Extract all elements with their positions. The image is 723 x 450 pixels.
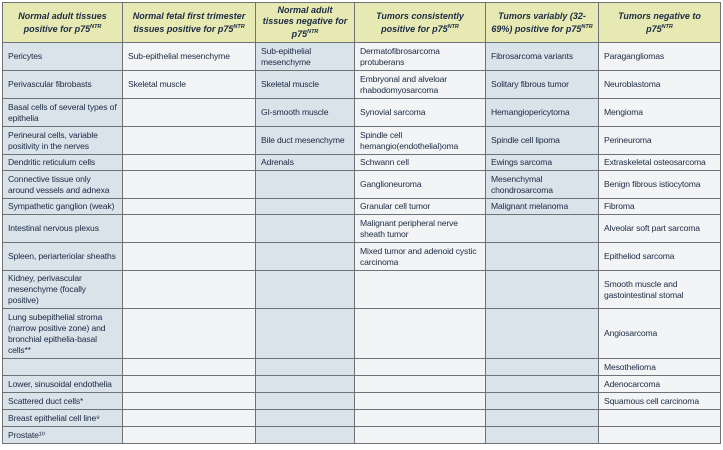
cell-tumors-variably-positive: Solitary fibrous tumor [486,71,599,99]
cell-tumors-negative: Smooth muscle and gastointestinal stomal [599,271,721,309]
header-superscript: NTR [581,23,593,30]
table-row [3,215,721,243]
cell-tumors-consistently-positive [355,427,486,444]
cell-normal-fetal-positive [123,271,256,309]
cell-normal-adult-negative [256,427,355,444]
cell-tumors-consistently-positive: Ganglioneuroma [355,171,486,199]
table-row [3,155,721,171]
cell-tumors-variably-positive [486,393,599,410]
cell-normal-fetal-positive [123,215,256,243]
cell-normal-adult-positive: Breast epithelial cell line⁹ [3,410,123,427]
cell-tumors-consistently-positive: Embryonal and alveloar rhabodomyosarcoma [355,71,486,99]
header-superscript: NTR [307,29,319,35]
cell-normal-adult-positive: Pericytes [3,43,123,71]
cell-normal-fetal-positive [123,171,256,199]
cell-normal-fetal-positive [123,155,256,171]
table-row [3,99,721,127]
table-row [3,410,721,427]
cell-normal-adult-positive: Lung subepithelial stroma (narrow positive zone) and bronchial epithelia-basal cells** [3,309,123,359]
table-row [3,271,721,309]
cell-tumors-negative: Paragangliomas [599,43,721,71]
column-header-tumors-consistently-positive [355,3,486,43]
table-row [3,199,721,215]
cell-tumors-consistently-positive: Schwann cell [355,155,486,171]
cell-tumors-negative: Squamous cell carcinoma [599,393,721,410]
cell-tumors-consistently-positive: Synovial sarcoma [355,99,486,127]
cell-tumors-negative: Epitheliod sarcoma [599,243,721,271]
cell-normal-adult-positive: Intestinal nervous plexus [3,215,123,243]
cell-tumors-variably-positive [486,243,599,271]
cell-tumors-negative: Perineuroma [599,127,721,155]
cell-normal-fetal-positive: Skeletal muscle [123,71,256,99]
header-text: Normal adult tissues positive for p75 [18,10,107,34]
column-header-tumors-variably-positive [486,3,599,43]
cell-normal-adult-negative [256,393,355,410]
cell-normal-adult-positive: Scattered duct cells* [3,393,123,410]
column-header-normal-fetal-positive [123,3,256,43]
table-row [3,71,721,99]
cell-normal-adult-positive: Basal cells of several types of epithelia [3,99,123,127]
cell-normal-adult-negative: GI-smooth muscle [256,99,355,127]
cell-tumors-variably-positive [486,359,599,376]
column-header-normal-adult-positive [3,3,123,43]
cell-tumors-negative: Mengioma [599,99,721,127]
cell-normal-fetal-positive [123,127,256,155]
cell-normal-adult-positive: Sympathetic ganglion (weak) [3,199,123,215]
cell-normal-adult-negative [256,309,355,359]
cell-normal-adult-positive: Connective tissue only around vessels and adnexa [3,171,123,199]
cell-tumors-negative: Fibroma [599,199,721,215]
cell-normal-adult-positive [3,359,123,376]
header-superscript: NTR [447,23,459,30]
cell-tumors-variably-positive: Spindle cell lipoma [486,127,599,155]
cell-normal-adult-negative: Bile duct mesenchyme [256,127,355,155]
cell-tumors-consistently-positive: Dermatofibrosarcoma protuberans [355,43,486,71]
cell-normal-fetal-positive [123,376,256,393]
header-text: Tumors variably (32-69%) positive for p75 [491,10,586,34]
cell-tumors-variably-positive [486,271,599,309]
cell-tumors-variably-positive: Malignant melanoma [486,199,599,215]
cell-tumors-consistently-positive [355,359,486,376]
header-text: Normal adult tissues negative for p75 [262,5,348,39]
table-row [3,359,721,376]
header-row [3,3,721,43]
cell-normal-fetal-positive: Sub-epithelial mesenchyme [123,43,256,71]
cell-normal-fetal-positive [123,243,256,271]
cell-normal-adult-negative [256,243,355,271]
cell-normal-adult-negative [256,271,355,309]
cell-normal-adult-negative [256,215,355,243]
cell-tumors-variably-positive: Mesenchymal chondrosarcoma [486,171,599,199]
column-header-tumors-negative [599,3,721,43]
table-header [3,3,721,43]
cell-normal-fetal-positive [123,199,256,215]
cell-tumors-variably-positive: Ewings sarcoma [486,155,599,171]
cell-normal-adult-positive: Spleen, periarteriolar sheaths [3,243,123,271]
header-text: Tumors negative to p75 [618,10,701,34]
cell-tumors-negative: Adenocarcoma [599,376,721,393]
cell-normal-fetal-positive [123,393,256,410]
cell-tumors-consistently-positive: Mixed tumor and adenoid cystic carcinoma [355,243,486,271]
cell-normal-adult-negative: Sub-epithelial mesenchyme [256,43,355,71]
table-row [3,427,721,444]
cell-tumors-variably-positive [486,376,599,393]
table-row [3,393,721,410]
cell-normal-adult-negative [256,359,355,376]
header-superscript: NTR [661,23,673,30]
cell-tumors-negative: Extraskeletal osteosarcoma [599,155,721,171]
cell-tumors-consistently-positive [355,271,486,309]
cell-tumors-consistently-positive [355,410,486,427]
cell-tumors-consistently-positive: Malignant peripheral nerve sheath tumor [355,215,486,243]
table-row [3,43,721,71]
cell-normal-fetal-positive [123,99,256,127]
header-superscript: NTR [233,23,245,30]
header-text: Normal fetal first trimester tissues positive for p75 [132,10,246,34]
cell-tumors-variably-positive [486,427,599,444]
cell-normal-fetal-positive [123,410,256,427]
header-text: Tumors consistently positive for p75 [376,10,464,34]
cell-tumors-consistently-positive [355,309,486,359]
column-header-normal-adult-negative [256,3,355,43]
cell-tumors-variably-positive: Fibrosarcoma variants [486,43,599,71]
cell-tumors-negative: Mesothelioma [599,359,721,376]
table-row [3,243,721,271]
cell-normal-fetal-positive [123,309,256,359]
cell-tumors-negative [599,410,721,427]
cell-tumors-consistently-positive [355,393,486,410]
table-row [3,376,721,393]
cell-normal-adult-positive: Perineural cells, variable positivity in the nerves [3,127,123,155]
cell-tumors-consistently-positive: Granular cell tumor [355,199,486,215]
cell-normal-adult-positive: Perivascular fibrobasts [3,71,123,99]
cell-tumors-negative: Alveolar soft part sarcoma [599,215,721,243]
cell-normal-adult-positive: Lower, sinusoidal endothelia [3,376,123,393]
cell-normal-adult-negative: Skeletal muscle [256,71,355,99]
cell-normal-adult-negative [256,410,355,427]
cell-tumors-variably-positive [486,215,599,243]
cell-normal-adult-negative [256,171,355,199]
cell-normal-adult-negative [256,199,355,215]
cell-tumors-consistently-positive [355,376,486,393]
cell-tumors-variably-positive: Hemangiopericytoma [486,99,599,127]
cell-tumors-consistently-positive: Spindle cell hemangio(endothelial)oma [355,127,486,155]
table-body [3,43,721,444]
table-row [3,309,721,359]
table-row [3,127,721,155]
p75-tissue-table [2,2,721,444]
table-row [3,171,721,199]
cell-tumors-negative [599,427,721,444]
cell-normal-fetal-positive [123,359,256,376]
cell-normal-adult-negative: Adrenals [256,155,355,171]
cell-normal-adult-positive: Dendritic reticulum cells [3,155,123,171]
cell-tumors-negative: Angiosarcoma [599,309,721,359]
cell-tumors-variably-positive [486,410,599,427]
cell-tumors-negative: Benign fibrous istiocytoma [599,171,721,199]
cell-tumors-variably-positive [486,309,599,359]
header-superscript: NTR [90,23,102,30]
cell-normal-adult-negative [256,376,355,393]
cell-tumors-negative: Neuroblastoma [599,71,721,99]
cell-normal-fetal-positive [123,427,256,444]
cell-normal-adult-positive: Kidney, perivascular mesenchyme (focally positive) [3,271,123,309]
cell-normal-adult-positive: Prostate¹⁰ [3,427,123,444]
